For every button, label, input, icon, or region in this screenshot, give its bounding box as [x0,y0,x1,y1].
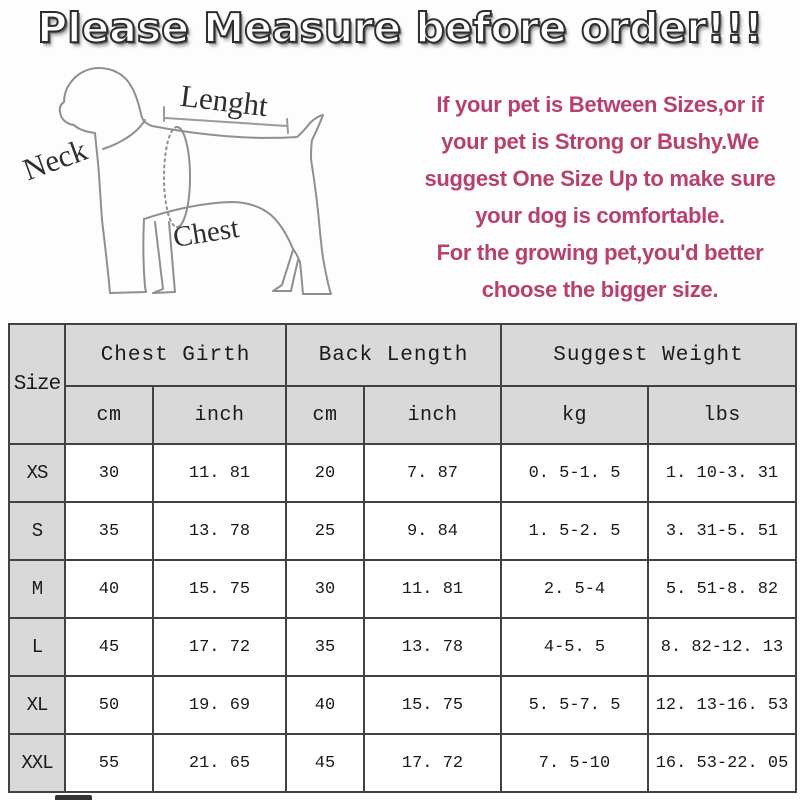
page-title: Please Measure before order!!! [37,4,763,52]
dog-measurement-diagram [0,60,400,320]
size-label: XS [9,444,65,502]
table-cell: 40 [65,560,153,618]
table-cell: 30 [286,560,364,618]
table-cell: 15. 75 [364,676,501,734]
chest-label: Chest [170,212,242,254]
table-cell: 0. 5-1. 5 [501,444,648,502]
length-measure-line [165,118,287,126]
table-row [9,676,796,734]
unit-header-inch: inch [364,386,501,444]
unit-header-inch: inch [153,386,286,444]
table-row [9,502,796,560]
table-cell: 11. 81 [153,444,286,502]
suggest-weight-header: Suggest Weight [501,324,796,386]
table-cell: 1. 5-2. 5 [501,502,648,560]
size-table [8,323,797,793]
dog-rear-leg-far [273,250,298,291]
table-row [9,734,796,792]
size-label: M [9,560,65,618]
advice-line: For the growing pet,you'd better [436,240,764,265]
unit-header-cm: cm [65,386,153,444]
advice-line: your pet is Strong or Bushy.We [441,129,759,154]
unit-header-lbs: lbs [648,386,796,444]
table-cell: 13. 78 [153,502,286,560]
table-cell: 45 [65,618,153,676]
table-cell: 19. 69 [153,676,286,734]
table-cell: 7. 5-10 [501,734,648,792]
size-label: XXL [9,734,65,792]
unit-header-cm: cm [286,386,364,444]
unit-header-row [9,386,796,444]
table-cell: 40 [286,676,364,734]
chest-girth-ellipse-solid [177,127,190,227]
cropped-next-section [55,795,92,800]
advice-line: suggest One Size Up to make sure [424,166,776,191]
table-cell: 35 [65,502,153,560]
table-cell: 17. 72 [153,618,286,676]
group-header-row [9,324,796,386]
chest-girth-header: Chest Girth [65,324,286,386]
unit-header-kg: kg [501,386,648,444]
size-label: L [9,618,65,676]
table-cell: 8. 82-12. 13 [648,618,796,676]
table-row [9,618,796,676]
table-cell: 4-5. 5 [501,618,648,676]
size-table-container [8,323,797,793]
table-cell: 17. 72 [364,734,501,792]
table-row [9,444,796,502]
table-cell: 35 [286,618,364,676]
table-cell: 7. 87 [364,444,501,502]
advice-line: your dog is comfortable. [475,203,725,228]
size-label: S [9,502,65,560]
table-cell: 9. 84 [364,502,501,560]
table-row [9,560,796,618]
dog-sketch [0,60,400,320]
sizing-advice-text [400,62,800,312]
table-cell: 20 [286,444,364,502]
table-cell: 50 [65,676,153,734]
table-cell: 25 [286,502,364,560]
table-cell: 45 [286,734,364,792]
size-column-header: Size [9,324,65,444]
table-cell: 15. 75 [153,560,286,618]
table-cell: 3. 31-5. 51 [648,502,796,560]
length-measure-tick-right [287,119,288,133]
table-cell: 16. 53-22. 05 [648,734,796,792]
advice-line: choose the bigger size. [481,277,719,302]
table-cell: 13. 78 [364,618,501,676]
back-length-header: Back Length [286,324,501,386]
length-label: Lenght [178,77,270,124]
table-cell: 5. 51-8. 82 [648,560,796,618]
table-cell: 2. 5-4 [501,560,648,618]
table-cell: 12. 13-16. 53 [648,676,796,734]
neck-label: Neck [18,131,92,188]
dog-neck-line [103,120,145,149]
table-cell: 11. 81 [364,560,501,618]
table-cell: 21. 65 [153,734,286,792]
table-cell: 5. 5-7. 5 [501,676,648,734]
advice-line: If your pet is Between Sizes,or if [436,92,764,117]
size-label: XL [9,676,65,734]
table-cell: 30 [65,444,153,502]
table-cell: 1. 10-3. 31 [648,444,796,502]
table-cell: 55 [65,734,153,792]
